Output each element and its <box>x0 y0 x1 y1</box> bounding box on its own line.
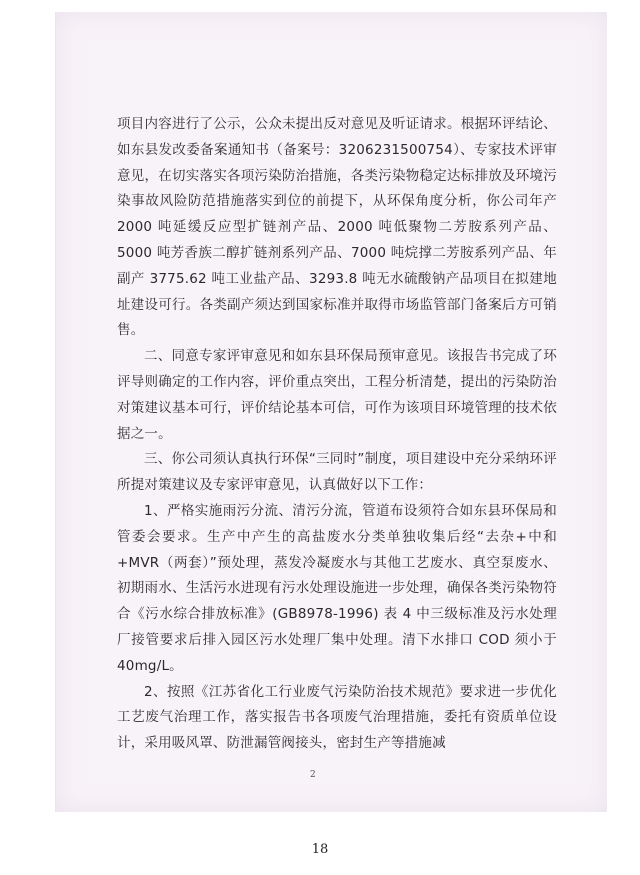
inner-page-number: 2 <box>310 770 316 780</box>
paragraph-continuation: 项目内容进行了公示，公众未提出反对意见及听证请求。根据环评结论、如东县发改委备案通知书（备案号：3206231500754）、专家技术评审意见，在切实落实各项污染防治措施，各类污染物稳定达标排放及环境污染事故风险防范措施落实到位的前提下，从环保角度分析，你公司年产 2000 吨延缓反应型扩链剂产品、2000 吨低聚物二芳胺系列产品、5000 吨芳香族二醇扩链剂系列产品、7000 吨烷撑二芳胺系列产品、年副产 3775.62 吨工业盐产品、3293.8 吨无水硫酸钠产品项目在拟建地址建设可行。各类副产须达到国家标准并取得市场监管部门备案后方可销售。 <box>117 116 557 339</box>
page-number: 18 <box>311 842 329 857</box>
paragraph-subitem-1: 1、严格实施雨污分流、清污分流，管道布设须符合如东县环保局和管委会要求。生产中产生的高盐废水分类单独收集后经“去杂+中和+MVR（两套）”预处理，蒸发冷凝废水与其他工艺废水、真空泵废水、初期雨水、生活污水进现有污水处理设施进一步处理，确保各类污染物符合《污水综合排放标准》(GB8978-1996) 表 4 中三级标准及污水处理厂接管要求后排入园区污水处理厂集中处理。清下水排口 COD 须小于 40mg/L。 <box>117 502 557 674</box>
paragraph-item-two: 二、同意专家评审意见和如东县环保局预审意见。该报告书完成了环评导则确定的工作内容，评价重点突出，工程分析清楚，提出的污染防治对策建议基本可行，评价结论基本可信，可作为该项目环境管理的技术依据之一。 <box>117 348 557 442</box>
paragraph-subitem-2: 2、按照《江苏省化工行业废气污染防治技术规范》要求进一步优化工艺废气治理工作，落实报告书各项废气治理措施，委托有资质单位设计，采用吸风罩、防泄漏管阀接头，密封生产等措施减 <box>117 683 557 752</box>
document-body <box>117 112 557 757</box>
paragraph-item-three: 三、你公司须认真执行环保“三同时”制度，项目建设中充分采纳环评所提对策建议及专家评审意见，认真做好以下工作： <box>117 451 557 494</box>
